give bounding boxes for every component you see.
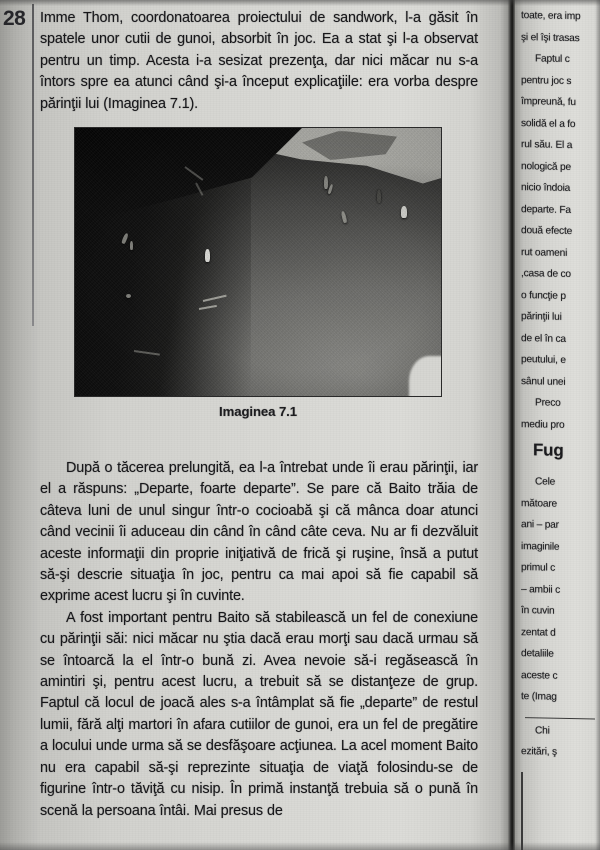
right-page-box-rule — [521, 772, 523, 850]
right-line: Preco — [535, 397, 561, 409]
page-margin-band — [0, 0, 33, 430]
right-line: ezitări, ş — [521, 746, 557, 758]
paragraph-2: A fost important pentru Baito să stabilească un fel de conexiune cu părinţii săi: nici măcar nu ştia dacă erau morţi sau dacă urmau să se întoarcă la el într-o bună zi. Avea nevoie să-i regăsească în amintiri şi, pentru acest lucru, a trebuit să se distanţeze de grup. Faptul că locul de joacă ales s-a întâmplat să fie „departe” de restul lumii, fără alţi martori în afara cutiilor de gunoi, era un fel de pregătire a locului unde urma să se desfăşoare acţiunea. La acel moment Baito nu era capabil să-şi reprezinte situaţia de viaţă folosindu-se de figurine într-o tăviţă cu nisip. În primă instanţă trebuia să o pună în scenă la persoana întâi. Mai presus de — [40, 609, 478, 819]
right-line: ani – par — [521, 519, 559, 531]
right-line: aceste c — [521, 669, 558, 682]
page-number: 28 — [3, 7, 26, 30]
body-text-block — [40, 458, 478, 822]
right-line: două efecte — [521, 225, 573, 238]
right-line: o funcţie p — [521, 289, 566, 302]
right-page-partial — [515, 0, 600, 850]
right-page-text-column — [521, 5, 600, 764]
photograph-sandbox — [75, 128, 441, 396]
right-page-divider-rule — [525, 717, 595, 719]
paragraph-intro: Imme Thom, coordonatoarea proiectului de sandwork, l-a găsit în spatele unor cutii de gunoi, absorbit în joc. Ea a stat şi l-a observat pentru un timp. Acesta i-a sesizat prezenţa, dar nici măcar nu s-a întors spre ea atunci când şi-a început explicaţiile: era vorba despre părinţii lui (Imaginea 7.1). — [40, 10, 478, 112]
right-line: împreună, fu — [521, 96, 576, 109]
right-line: toate, era imp — [521, 10, 581, 23]
right-line: pentru joc s — [521, 74, 572, 87]
right-line: – ambii c — [521, 583, 560, 596]
right-line: sânul unei — [521, 375, 566, 388]
right-section-heading: Fug — [533, 440, 564, 460]
right-line: în cuvin — [521, 605, 555, 617]
right-line: mătoare — [521, 497, 557, 510]
right-line: mediu pro — [521, 418, 565, 431]
right-line: rut oameni — [521, 246, 568, 259]
right-line: primul c — [521, 562, 556, 574]
right-line: detaliile — [521, 648, 554, 660]
right-line: Cele — [535, 476, 556, 488]
figure-caption: Imaginea 7.1 — [219, 404, 297, 419]
top-paragraph-block — [40, 8, 478, 115]
right-line: rul său. El a — [521, 139, 573, 152]
right-line: Chi — [535, 724, 550, 737]
photo-film-grain — [75, 128, 441, 396]
right-line: de el în ca — [521, 332, 566, 345]
right-line: te (Imag — [521, 691, 557, 703]
right-line: Faptul c — [535, 53, 570, 66]
right-line: departe. Fa — [521, 203, 571, 216]
right-line: peutului, e — [521, 354, 566, 366]
right-line: şi el îşi trasas — [521, 31, 580, 44]
margin-divider-rule — [32, 4, 34, 326]
figure-7-1 — [75, 128, 441, 419]
scan-edge-top — [0, 0, 600, 6]
right-line: solidă el a fo — [521, 117, 576, 130]
right-line: nologică pe — [521, 160, 571, 173]
right-line: părinţii lui — [521, 311, 562, 323]
scan-edge-right — [595, 0, 600, 850]
paragraph-1: După o tăcerea prelungită, ea l-a întrebat unde îi erau părinţii, iar el a răspuns: „Departe, foarte departe”. Se pare că Baito trăia de câteva luni de unul singur într-o cocioabă şi că mânca doar atunci când vecinii îi aduceau din când în când câte ceva. Nu ar fi dezvăluit aceste informaţii din proprie iniţiativă de frică şi ruşine, însă a putut să-şi descrie situaţia în joc, pentru ca mai apoi să fie capabil să exprime acest lucru şi în cuvinte. — [40, 460, 478, 605]
page-gutter-fold — [508, 0, 515, 850]
right-line: ,casa de co — [521, 268, 571, 281]
right-line: imaginile — [521, 540, 560, 553]
right-line: zentat d — [521, 626, 556, 639]
scan-edge-bottom — [0, 842, 600, 850]
right-line: nicio îndoia — [521, 182, 571, 195]
